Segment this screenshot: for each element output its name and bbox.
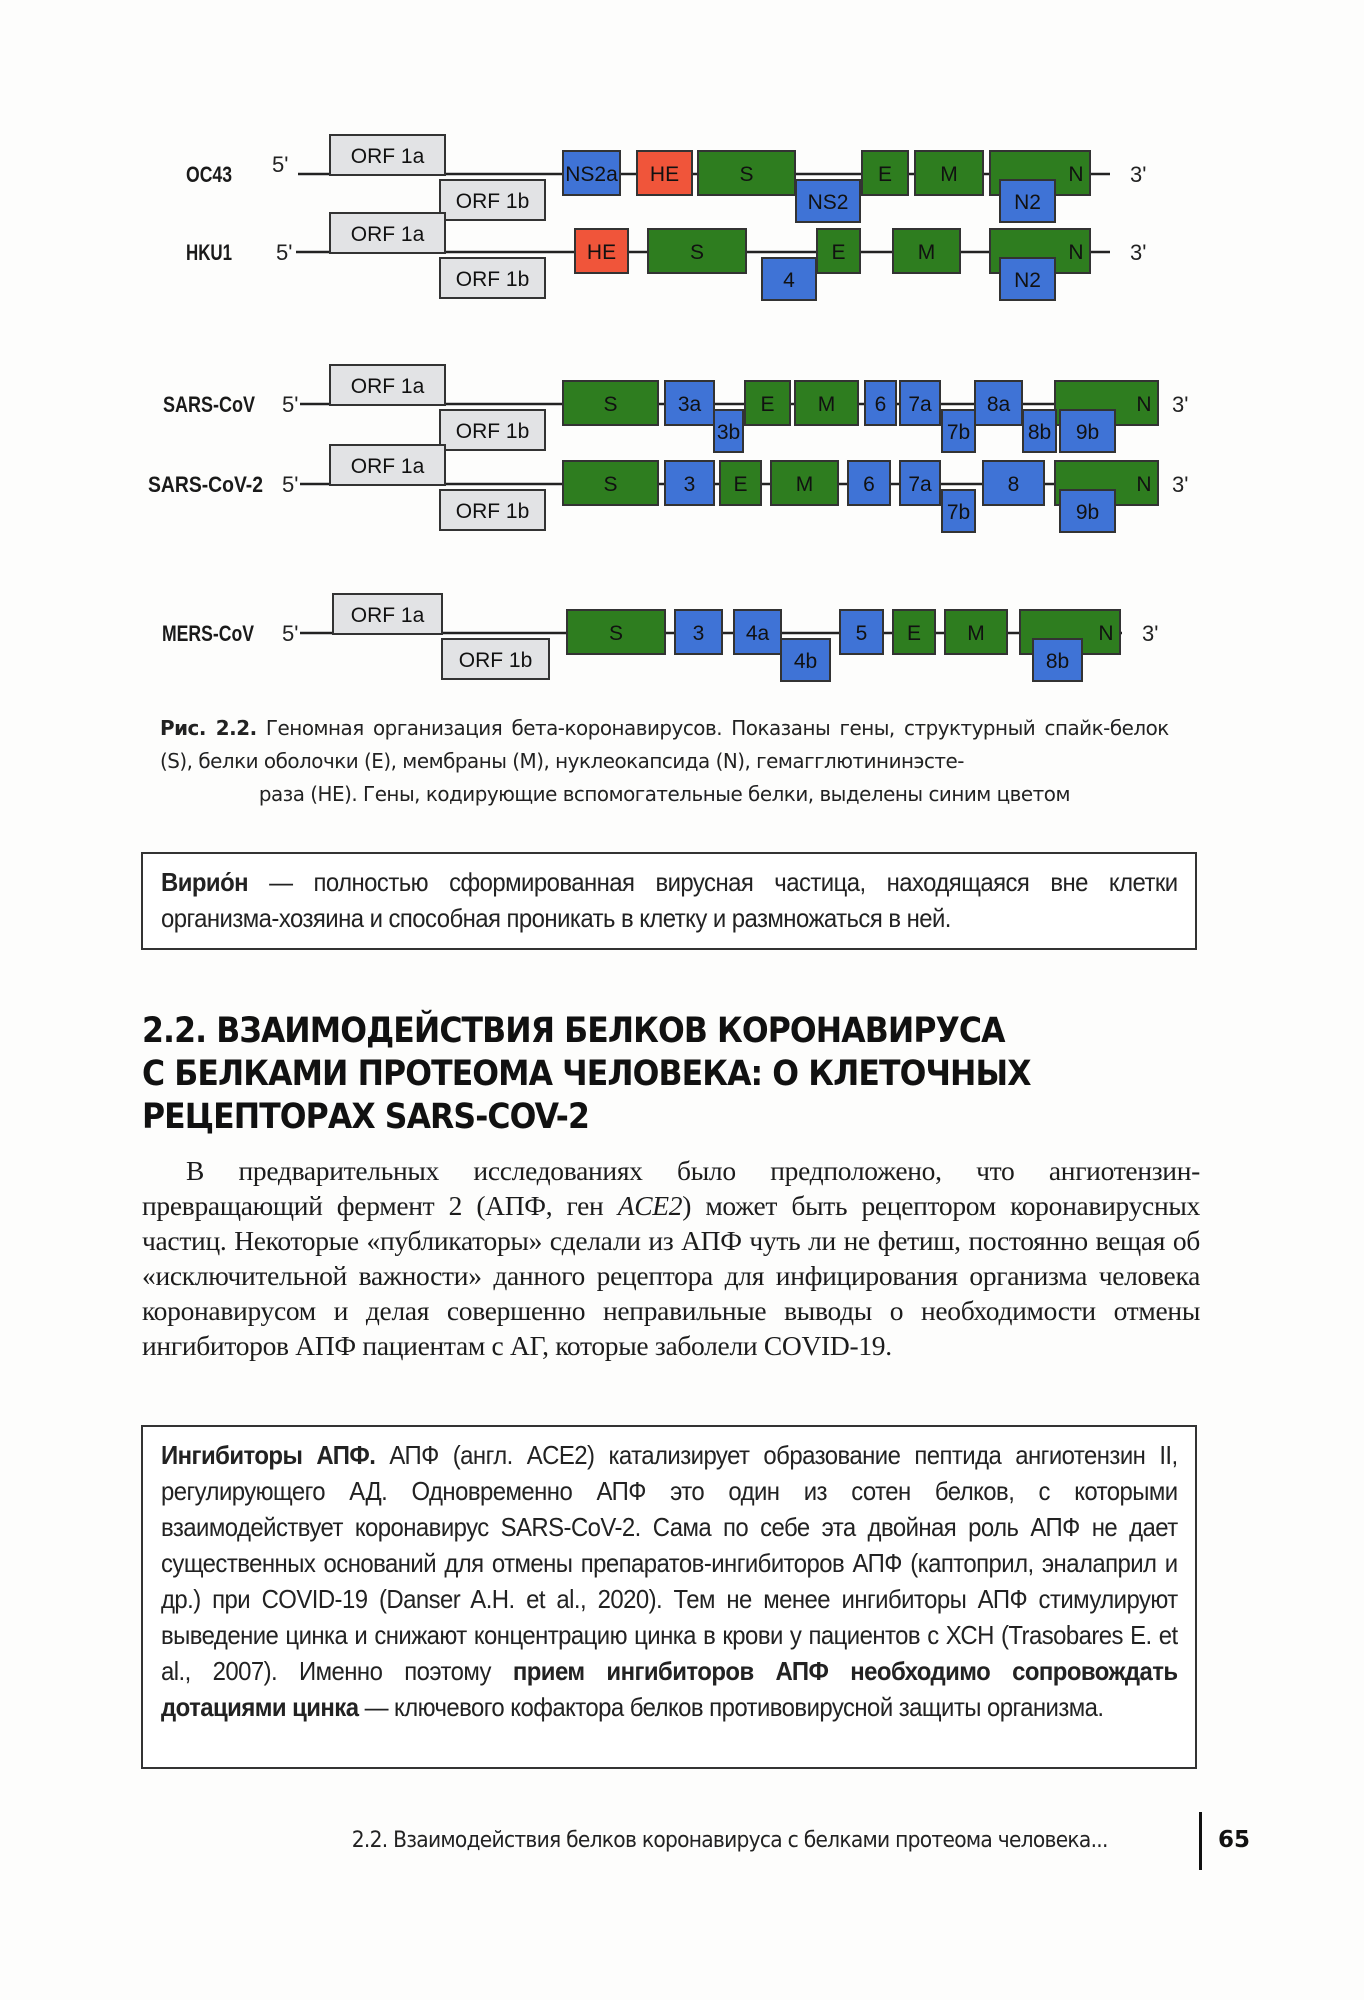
- gene-label: ORF 1a: [350, 145, 425, 168]
- gene-label: M: [817, 393, 836, 416]
- gene-label: 4a: [745, 622, 770, 645]
- ace-box-bold: прием ингибиторов АПФ необходимо сопровождать дотациями цинка: [161, 1656, 1178, 1722]
- footer-divider: [1199, 1812, 1202, 1870]
- three-prime-label: 3': [1142, 621, 1159, 646]
- gene-label: S: [608, 622, 624, 645]
- gene-label: 7a: [908, 393, 932, 416]
- genome-name: SARS-CoV: [163, 392, 256, 417]
- page-number: 65: [1218, 1827, 1251, 1853]
- gene-label: N2: [1014, 269, 1041, 292]
- gene-label: E: [831, 241, 846, 264]
- gene-label: 3: [683, 473, 696, 496]
- gene-label: 5: [855, 622, 868, 645]
- gene-label: 8b: [1027, 421, 1052, 444]
- five-prime-label: 5': [272, 152, 289, 177]
- gene-label: 3a: [677, 393, 702, 416]
- body-paragraph: [142, 1153, 1200, 1363]
- gene-label: ORF 1a: [350, 455, 425, 478]
- gene-label: M: [940, 163, 958, 186]
- paragraph-text-1: В предварительных исследованиях было предположено, что ангиотензин-превращающий фермент 2 (АПФ, ген: [142, 1155, 1200, 1221]
- gene-label: 9b: [1075, 421, 1100, 444]
- three-prime-label: 3': [1172, 392, 1189, 417]
- running-head: 2.2. Взаимодействия белков коронавируса с белками протеома человека...: [352, 1828, 1108, 1853]
- gene-label: 9b: [1075, 501, 1100, 524]
- five-prime-label: 5': [276, 240, 293, 265]
- genome-row: [162, 594, 1158, 681]
- gene-label: 7b: [946, 501, 971, 524]
- figure-caption: [160, 712, 1169, 811]
- gene-label: E: [733, 473, 748, 496]
- genome-name: MERS-CoV: [162, 621, 255, 646]
- gene-label: 6: [863, 473, 875, 496]
- genome-name: OC43: [186, 162, 232, 187]
- five-prime-label: 5': [282, 621, 299, 646]
- three-prime-label: 3': [1130, 162, 1147, 187]
- gene-label: 4: [783, 269, 795, 292]
- gene-label: ORF 1a: [350, 375, 425, 398]
- ace-inhibitors-box: [141, 1425, 1197, 1769]
- gene-label: N: [1136, 473, 1152, 496]
- definition-term: Вирио́н: [161, 867, 249, 897]
- gene-label: ORF 1b: [455, 420, 530, 443]
- gene-label: 7a: [908, 473, 932, 496]
- genome-row: [186, 135, 1146, 222]
- gene-label: ORF 1b: [455, 500, 530, 523]
- gene-label: NS2a: [565, 163, 618, 186]
- gene-label: N: [1136, 393, 1152, 416]
- gene-label: 7b: [946, 421, 971, 444]
- five-prime-label: 5': [282, 472, 299, 497]
- five-prime-label: 5': [282, 392, 299, 417]
- section-heading-line-2: С БЕЛКАМИ ПРОТЕОМА ЧЕЛОВЕКА: О КЛЕТОЧНЫХ: [142, 1054, 1031, 1094]
- genome-name: SARS-CoV-2: [148, 472, 263, 497]
- gene-label: 3b: [716, 421, 741, 444]
- gene-label: 6: [874, 393, 887, 416]
- gene-label: HE: [586, 241, 617, 264]
- gene-label: S: [603, 473, 618, 496]
- ace-box-text-1: АПФ (англ. ACE2) катализирует образование пептида ангиотензин II, регулирующего АД. Одновременно АПФ это один из сотен белков, с которыми взаимодействует коронавирус SARS-CoV-2. Сама по себе эта двойная роль АПФ не дает существенных оснований для отмены препаратов-ингибиторов АПФ (каптоприл, эналаприл и др.) при COVID-19 (Danser A.H. et al., 2020). Тем не менее ингибиторы АПФ стимулируют выведение цинка и снижают концентрацию цинка в крови у пациентов с ХСН (Trasobares E. et al., 2007). Именно поэтому: [161, 1440, 1178, 1686]
- gene-label: S: [603, 393, 618, 416]
- gene-label: E: [760, 393, 775, 416]
- gene-label: N: [1098, 622, 1114, 645]
- genome-row: [148, 445, 1188, 532]
- gene-label: 8: [1007, 473, 1020, 496]
- gene-label: S: [739, 163, 754, 186]
- gene-label: ORF 1b: [455, 268, 530, 291]
- gene-label: ORF 1b: [455, 190, 530, 213]
- caption-last-line: раза (HE). Гены, кодирующие вспомогательные белки, выделены синим цветом: [258, 782, 1070, 806]
- gene-label: ORF 1a: [350, 223, 425, 246]
- definition-text: — полностью сформированная вирусная частица, находящаяся вне клетки организма-хозяина и способная проникать в клетку и размножаться в ней.: [161, 867, 1178, 933]
- gene-name-ace2: ACE2: [617, 1190, 683, 1221]
- section-heading-line-1: 2.2. ВЗАИМОДЕЙСТВИЯ БЕЛКОВ КОРОНАВИРУСА: [142, 1011, 1005, 1051]
- page-footer: [300, 1812, 1251, 1872]
- gene-label: N: [1068, 163, 1084, 186]
- caption-label: Рис. 2.2.: [160, 716, 257, 740]
- definition-box: [141, 852, 1197, 950]
- gene-label: E: [906, 622, 922, 645]
- three-prime-label: 3': [1130, 240, 1147, 265]
- gene-label: S: [689, 241, 705, 264]
- gene-label: M: [967, 622, 985, 645]
- genome-organization-diagram: [0, 0, 1364, 700]
- caption-text: Геномная организация бета-коронавирусов. Показаны гены, структурный спайк-белок (S), белки оболочки (E), мембраны (M), нуклеокапсида (N), гемагглютининэсте-: [160, 716, 1169, 773]
- gene-label: N: [1068, 241, 1084, 264]
- gene-label: 4b: [793, 650, 818, 673]
- gene-label: 8b: [1045, 650, 1070, 673]
- three-prime-label: 3': [1172, 472, 1189, 497]
- gene-label: HE: [649, 163, 680, 186]
- gene-label: N2: [1014, 191, 1041, 214]
- gene-label: E: [877, 163, 893, 186]
- genome-row: [186, 213, 1146, 300]
- paragraph-text-2: ) может быть рецептором коронавирусных частиц. Некоторые «публикаторы» сделали из АПФ чуть ли не фетиш, постоянно вещая об «исключительной важности» данного рецептора для инфицирования организма человека коронавирусом и делая совершенно неправильные выводы о необходимости отмены ингибиторов АПФ пациентам с АГ, которые заболели COVID-19.: [142, 1190, 1200, 1361]
- section-heading: [142, 1010, 1096, 1139]
- ace-box-term: Ингибиторы АПФ.: [161, 1440, 376, 1470]
- gene-label: M: [795, 473, 814, 496]
- gene-label: 8a: [986, 393, 1011, 416]
- genome-name: HKU1: [186, 240, 232, 265]
- section-heading-line-3: РЕЦЕПТОРАХ SARS-COV-2: [142, 1097, 590, 1137]
- gene-label: M: [917, 241, 936, 264]
- genome-row: [163, 365, 1188, 452]
- gene-label: ORF 1b: [458, 649, 533, 672]
- ace-box-text-2: — ключевого кофактора белков противовирусной защиты организма.: [358, 1692, 1104, 1722]
- gene-label: 3: [692, 622, 705, 645]
- gene-label: ORF 1a: [350, 604, 425, 627]
- gene-label: NS2: [807, 191, 849, 214]
